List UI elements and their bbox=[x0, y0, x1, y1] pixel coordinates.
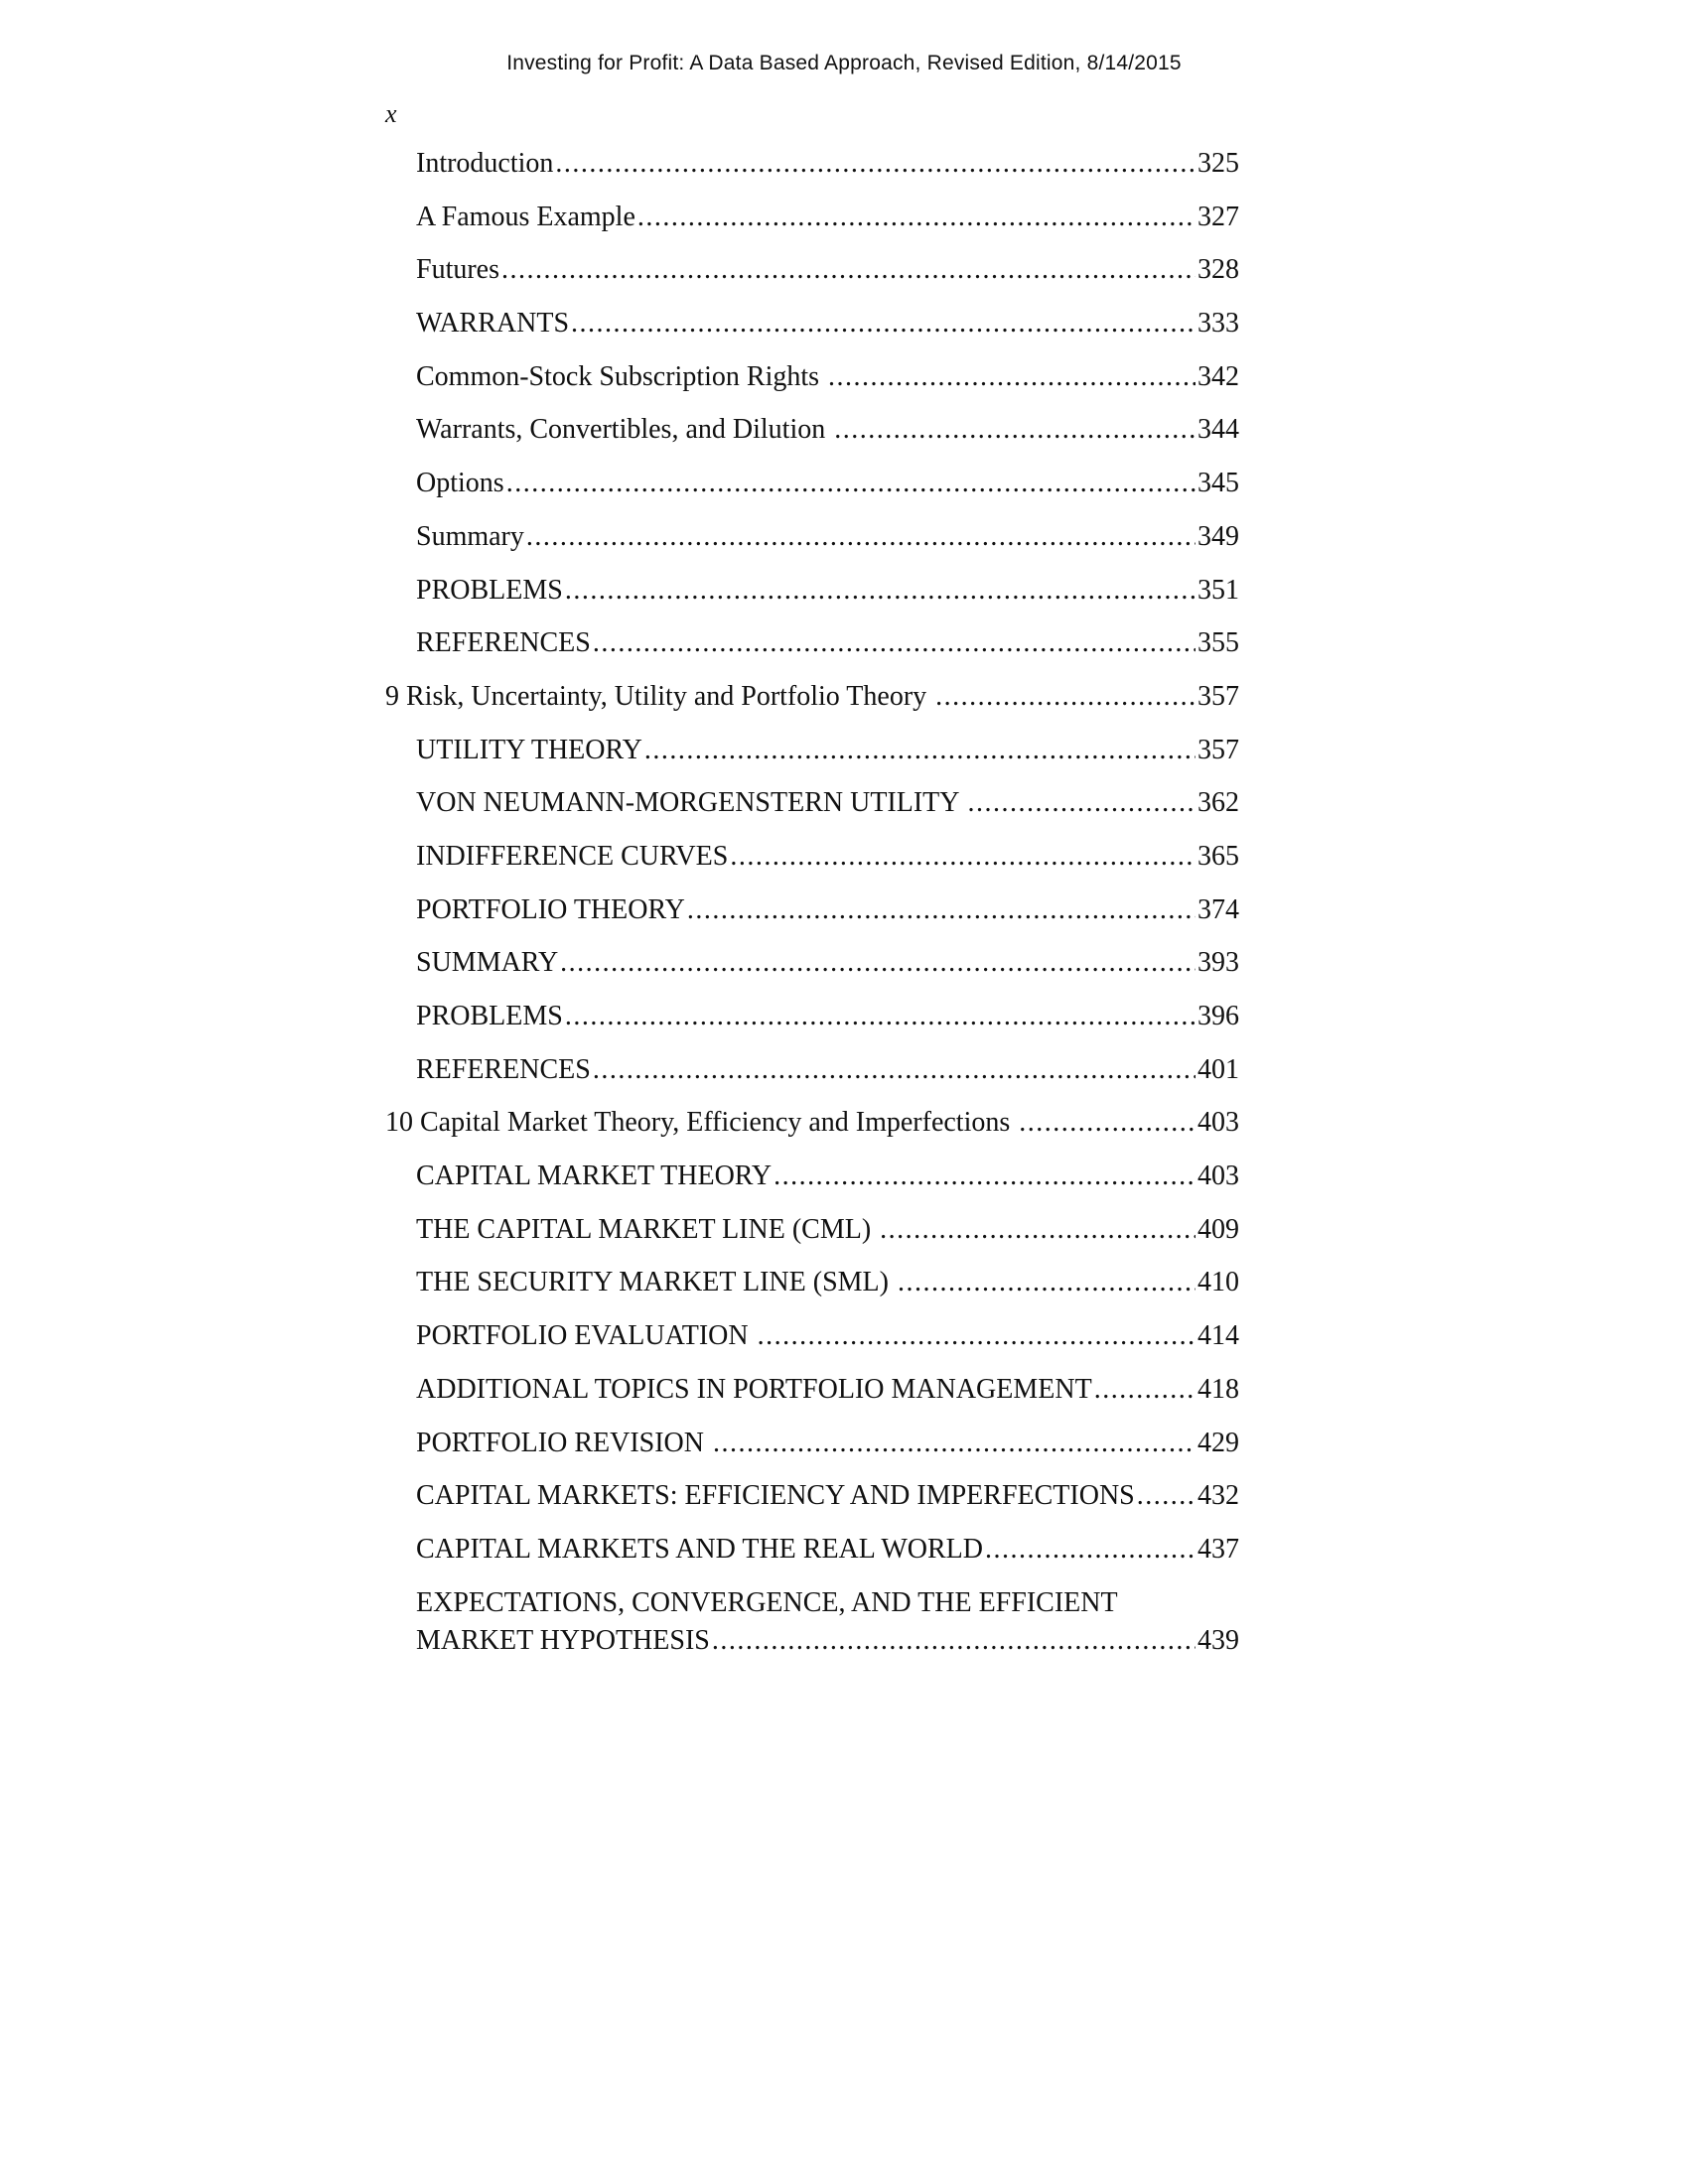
toc-entry-title: UTILITY THEORY bbox=[416, 734, 642, 765]
dot-leader bbox=[828, 358, 1196, 396]
toc-entry-title: Introduction bbox=[416, 148, 554, 179]
dot-leader bbox=[834, 411, 1196, 449]
dot-leader bbox=[506, 465, 1196, 502]
dot-leader bbox=[637, 199, 1196, 236]
toc-entry-page-number: 357 bbox=[1197, 680, 1239, 712]
running-header: Investing for Profit: A Data Based Approach, Revised Edition, 8/14/2015 bbox=[506, 52, 1182, 74]
dot-leader bbox=[898, 1264, 1196, 1301]
page-number: x bbox=[385, 99, 397, 128]
dot-leader bbox=[712, 1622, 1196, 1660]
toc-section-entry[interactable] bbox=[385, 518, 1239, 572]
toc-entry-page-number: 393 bbox=[1197, 947, 1239, 979]
dot-leader bbox=[774, 1158, 1196, 1195]
toc-section-entry[interactable] bbox=[385, 305, 1239, 358]
toc-entry-title: CAPITAL MARKET THEORY bbox=[416, 1160, 773, 1192]
toc-entry-page-number: 418 bbox=[1197, 1373, 1239, 1405]
toc-entry-page-number: 432 bbox=[1197, 1480, 1239, 1512]
toc-section-entry[interactable] bbox=[385, 1584, 1239, 1674]
toc-section-entry[interactable] bbox=[385, 998, 1239, 1051]
toc-entry-title: WARRANTS bbox=[416, 308, 570, 340]
toc-entry-title: PORTFOLIO REVISION bbox=[416, 1427, 711, 1458]
toc-entry-page-number: 409 bbox=[1197, 1213, 1239, 1245]
toc-section-entry[interactable] bbox=[385, 1317, 1239, 1371]
dot-leader bbox=[935, 678, 1196, 716]
toc-section-entry[interactable] bbox=[385, 1531, 1239, 1584]
toc-entry-page-number: 344 bbox=[1197, 414, 1239, 446]
toc-section-entry[interactable] bbox=[385, 1477, 1239, 1531]
toc-entry-page-number: 396 bbox=[1197, 1001, 1239, 1031]
dot-leader bbox=[730, 838, 1196, 876]
dot-leader bbox=[758, 1317, 1196, 1355]
toc-entry-title: PROBLEMS bbox=[416, 1001, 563, 1031]
dot-leader bbox=[687, 891, 1196, 929]
toc-entry-page-number: 351 bbox=[1197, 574, 1239, 606]
toc-section-entry[interactable] bbox=[385, 891, 1239, 945]
toc-entry-title: THE SECURITY MARKET LINE (SML) bbox=[416, 1267, 896, 1298]
toc-entry-page-number: 349 bbox=[1197, 520, 1239, 552]
toc-section-entry[interactable] bbox=[385, 1051, 1239, 1105]
toc-section-entry[interactable] bbox=[385, 784, 1239, 838]
toc-entry-page-number: 410 bbox=[1197, 1267, 1239, 1298]
toc-entry-page-number: 345 bbox=[1197, 468, 1239, 499]
toc-entry-page-number: 429 bbox=[1197, 1427, 1239, 1458]
toc-entry-title: REFERENCES bbox=[416, 627, 591, 659]
toc-entry-title: CAPITAL MARKETS: EFFICIENCY AND IMPERFECTIONS bbox=[416, 1480, 1135, 1512]
toc-section-entry[interactable] bbox=[385, 1158, 1239, 1211]
toc-section-entry[interactable] bbox=[385, 358, 1239, 412]
dot-leader bbox=[1019, 1104, 1196, 1142]
toc-entry-title: INDIFFERENCE CURVES bbox=[416, 840, 729, 872]
toc-entry-title: 9 Risk, Uncertainty, Utility and Portfolio Theory bbox=[385, 680, 934, 712]
dot-leader bbox=[593, 624, 1196, 662]
dot-leader bbox=[565, 572, 1196, 610]
toc-entry-page-number: 414 bbox=[1197, 1320, 1239, 1352]
toc-section-entry[interactable] bbox=[385, 1425, 1239, 1478]
toc-entry-title: Common-Stock Subscription Rights bbox=[416, 360, 827, 392]
dot-leader bbox=[571, 305, 1196, 342]
toc-section-entry[interactable] bbox=[385, 145, 1239, 199]
dot-leader bbox=[593, 1051, 1196, 1089]
toc-entry-title: Warrants, Convertibles, and Dilution bbox=[416, 414, 833, 446]
toc-entry-title: MARKET HYPOTHESIS bbox=[416, 1624, 710, 1656]
dot-leader bbox=[555, 145, 1196, 183]
toc-section-entry[interactable] bbox=[385, 1371, 1239, 1425]
toc-entry-page-number: 403 bbox=[1197, 1107, 1239, 1139]
toc-section-entry[interactable] bbox=[385, 251, 1239, 305]
toc-entry-title: SUMMARY bbox=[416, 947, 559, 979]
toc-entry-title: PORTFOLIO THEORY bbox=[416, 893, 685, 925]
dot-leader bbox=[526, 518, 1196, 556]
toc-chapter-entry[interactable] bbox=[385, 1104, 1239, 1158]
dot-leader bbox=[713, 1425, 1196, 1462]
toc-entry-title-line: EXPECTATIONS, CONVERGENCE, AND THE EFFICIENT bbox=[416, 1586, 1118, 1618]
toc-entry-title: Options bbox=[416, 468, 504, 499]
toc-entry-page-number: 328 bbox=[1197, 254, 1239, 286]
toc-entry-page-number: 362 bbox=[1197, 787, 1239, 819]
toc-entry-page-number: 333 bbox=[1197, 308, 1239, 340]
toc-entry-title: 10 Capital Market Theory, Efficiency and Imperfections bbox=[385, 1107, 1018, 1139]
toc-entry-title: REFERENCES bbox=[416, 1053, 591, 1085]
dot-leader bbox=[501, 251, 1196, 289]
toc-entry-title: PROBLEMS bbox=[416, 574, 563, 606]
toc-section-entry[interactable] bbox=[385, 624, 1239, 678]
toc-section-entry[interactable] bbox=[385, 732, 1239, 785]
toc-entry-title: A Famous Example bbox=[416, 201, 635, 232]
dot-leader bbox=[985, 1531, 1196, 1569]
toc-section-entry[interactable] bbox=[385, 1211, 1239, 1265]
toc-chapter-entry[interactable] bbox=[385, 678, 1239, 732]
toc-section-entry[interactable] bbox=[385, 1264, 1239, 1317]
toc-entry-page-number: 374 bbox=[1197, 893, 1239, 925]
dot-leader bbox=[560, 944, 1196, 982]
toc-entry-page-number: 401 bbox=[1197, 1053, 1239, 1085]
dot-leader bbox=[967, 784, 1196, 822]
toc-section-entry[interactable] bbox=[385, 944, 1239, 998]
toc-section-entry[interactable] bbox=[385, 465, 1239, 518]
toc-entry-title: Futures bbox=[416, 254, 499, 286]
toc-entry-title: THE CAPITAL MARKET LINE (CML) bbox=[416, 1213, 879, 1245]
dot-leader bbox=[1094, 1371, 1196, 1409]
dot-leader bbox=[880, 1211, 1196, 1249]
dot-leader bbox=[565, 998, 1196, 1035]
toc-section-entry[interactable] bbox=[385, 199, 1239, 252]
toc-entry-page-number: 325 bbox=[1197, 148, 1239, 179]
toc-entry-page-number: 355 bbox=[1197, 627, 1239, 659]
toc-section-entry[interactable] bbox=[385, 411, 1239, 465]
table-of-contents bbox=[385, 145, 1239, 1674]
toc-entry-title: CAPITAL MARKETS AND THE REAL WORLD bbox=[416, 1533, 983, 1565]
toc-entry-page-number: 403 bbox=[1197, 1160, 1239, 1192]
toc-entry-title: PORTFOLIO EVALUATION bbox=[416, 1320, 756, 1352]
toc-entry-page-number: 357 bbox=[1197, 734, 1239, 765]
dot-leader bbox=[644, 732, 1196, 769]
toc-entry-page-number: 327 bbox=[1197, 201, 1239, 232]
toc-section-entry[interactable] bbox=[385, 572, 1239, 625]
toc-entry-title: VON NEUMANN-MORGENSTERN UTILITY bbox=[416, 787, 966, 819]
toc-entry-page-number: 365 bbox=[1197, 840, 1239, 872]
toc-entry-page-number: 437 bbox=[1197, 1533, 1239, 1565]
toc-entry-title: ADDITIONAL TOPICS IN PORTFOLIO MANAGEMENT bbox=[416, 1373, 1092, 1405]
dot-leader bbox=[1137, 1477, 1196, 1515]
toc-entry-page-number: 439 bbox=[1197, 1624, 1239, 1656]
toc-section-entry[interactable] bbox=[385, 838, 1239, 891]
toc-entry-page-number: 342 bbox=[1197, 360, 1239, 392]
toc-entry-title: Summary bbox=[416, 520, 524, 552]
